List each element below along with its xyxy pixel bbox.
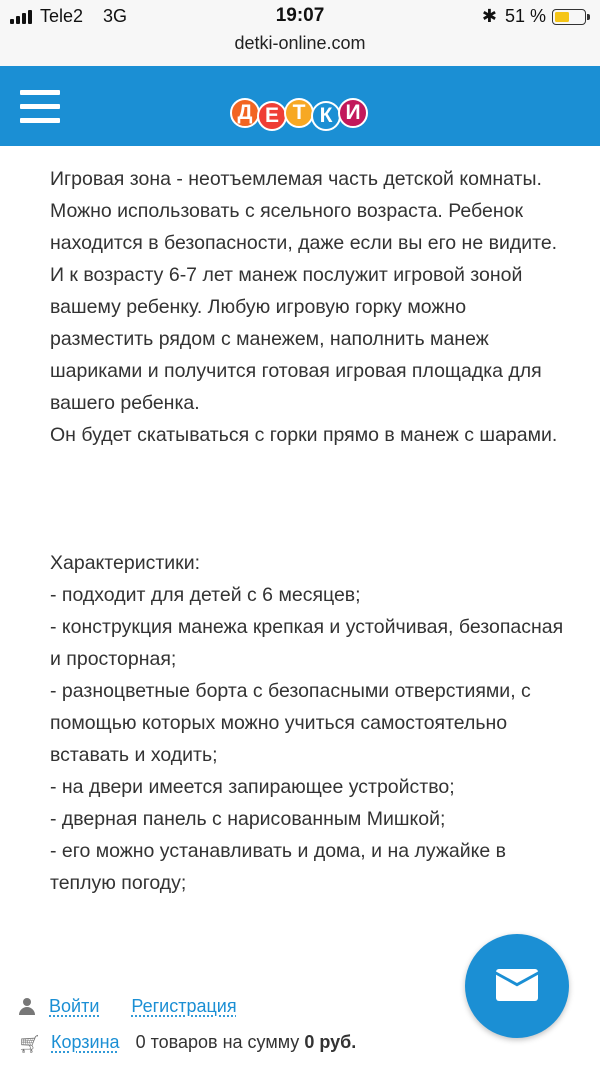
description-line: И к возрасту 6-7 лет манеж послужит игровой зоной вашему ребенку. Любую игровую горку можно разместить рядом с манежем, наполнить манеж шариками и получится готовая игровая площадка для вашего ребенка. — [50, 264, 542, 414]
login-link[interactable]: Войти — [49, 996, 100, 1016]
logo-letter: Т — [284, 98, 314, 128]
cart-summary: 0 товаров на сумму 0 руб. — [135, 1032, 357, 1052]
feature-item: - на двери имеется запирающее устройство; — [50, 776, 455, 798]
bluetooth-icon: ✱ — [481, 6, 497, 26]
feature-item: - конструкция манежа крепкая и устойчивая, безопасная и просторная; — [50, 616, 564, 670]
status-time: 19:07 — [275, 5, 325, 26]
description-line: Игровая зона - неотъемлемая часть детской комнаты. Можно использовать с ясельного возраста. Ребенок находится в безопасности, даже если вы его не видите. — [50, 168, 558, 254]
features-title: Характеристики: — [50, 552, 201, 574]
user-icon — [18, 998, 36, 1016]
message-button[interactable] — [465, 934, 569, 1038]
logo-letter: Е — [257, 101, 287, 131]
carrier-name: Tele2 — [40, 6, 84, 26]
logo-letter: Д — [230, 98, 260, 128]
register-link[interactable]: Регистрация — [131, 996, 237, 1016]
feature-item: - подходит для детей с 6 месяцев; — [50, 584, 361, 606]
site-logo[interactable] — [233, 88, 368, 138]
network-type: 3G — [103, 6, 128, 26]
mail-icon — [496, 969, 538, 1001]
address-url[interactable]: detki-online.com — [234, 33, 366, 53]
cart-icon: 🛒︎ — [18, 1033, 41, 1054]
description-line: Он будет скатываться с горки прямо в манеж с шарами. — [50, 424, 558, 446]
menu-icon[interactable] — [20, 90, 60, 124]
cart-row — [18, 1032, 356, 1053]
feature-item: - разноцветные борта с безопасными отверстиями, с помощью которых можно учиться самостоятельно вставать и ходить; — [50, 680, 531, 766]
feature-item: - его можно устанавливать и дома, и на лужайке в теплую погоду; — [50, 840, 506, 894]
status-right — [482, 6, 586, 27]
feature-item: - дверная панель с нарисованным Мишкой; — [50, 808, 446, 830]
logo-letter: К — [311, 101, 341, 131]
status-bar — [0, 0, 600, 66]
cart-total: 0 руб. — [304, 1032, 357, 1052]
battery-icon — [552, 9, 586, 25]
cart-link[interactable]: Корзина — [51, 1032, 120, 1052]
account-row — [18, 996, 237, 1017]
logo-letter: И — [338, 98, 368, 128]
battery-percent: 51 % — [504, 6, 546, 26]
product-description — [50, 163, 570, 899]
